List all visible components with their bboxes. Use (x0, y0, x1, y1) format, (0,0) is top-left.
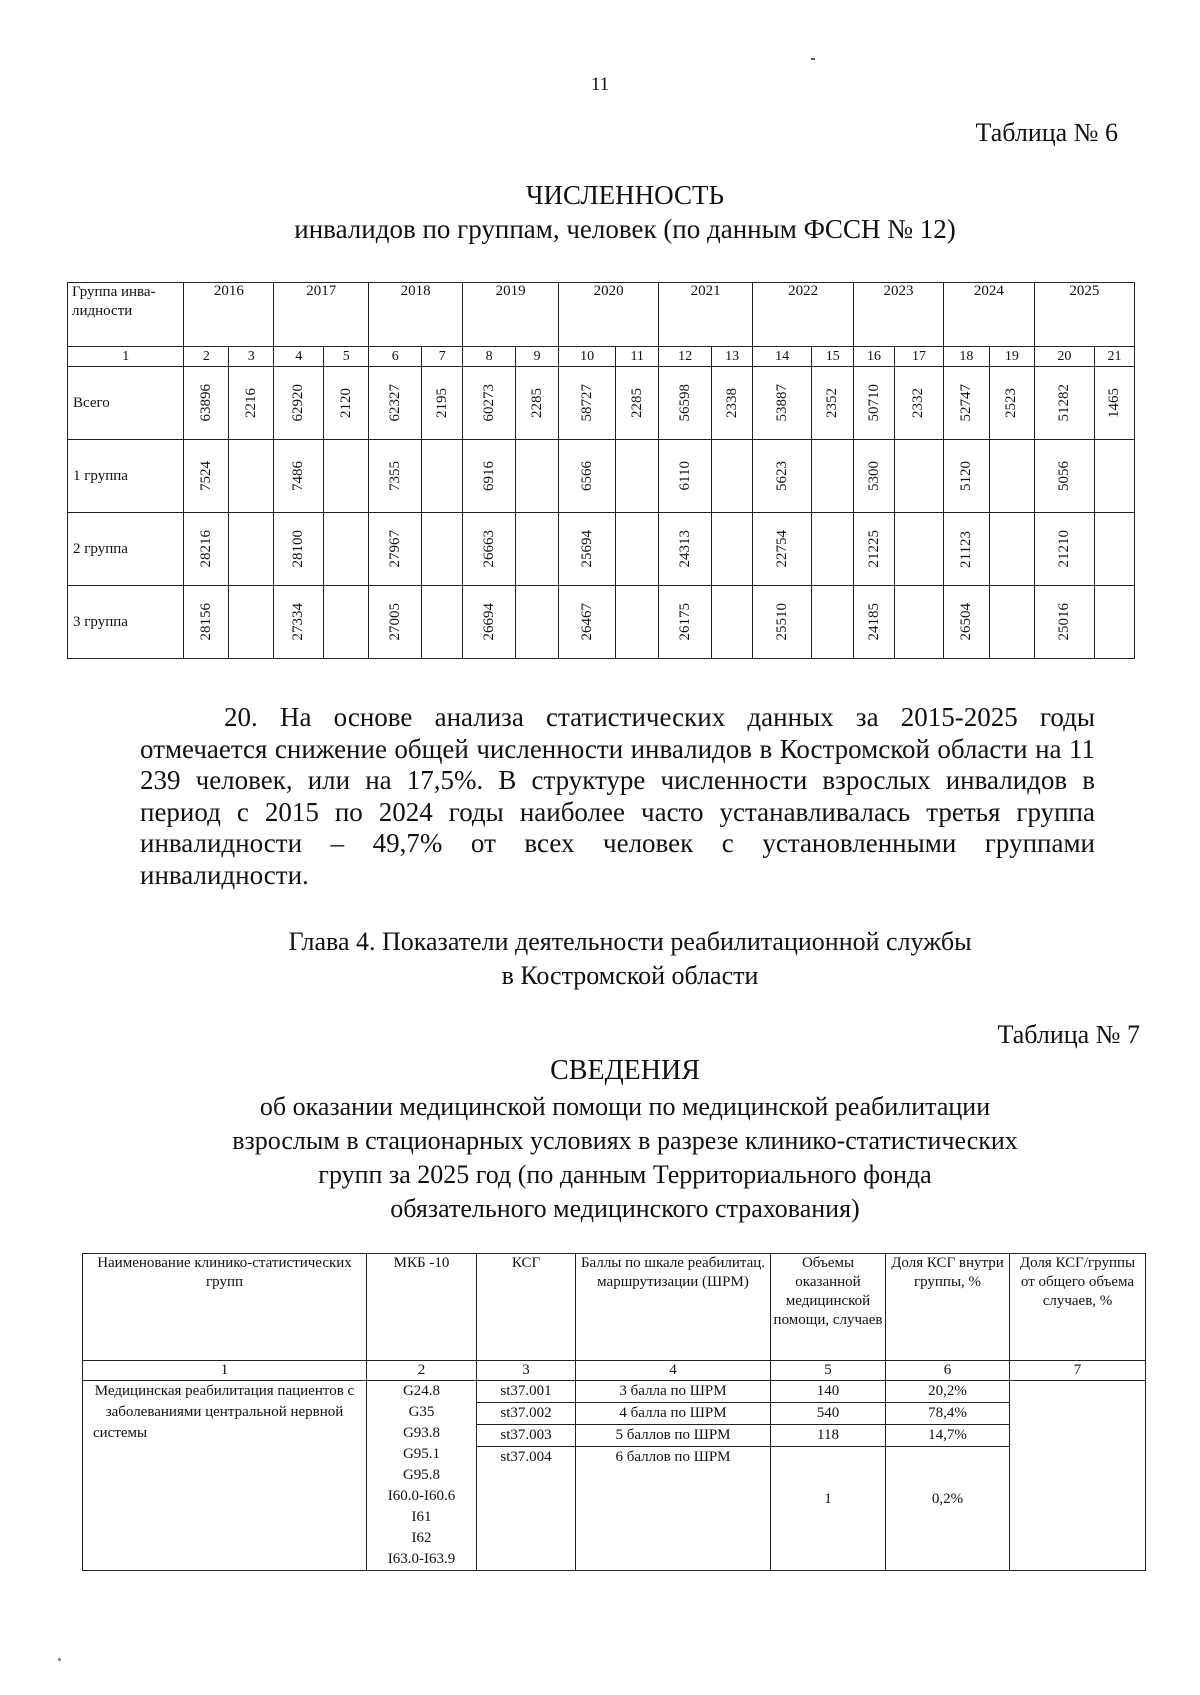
table-cell (1095, 440, 1135, 513)
table-cell: 5120 (943, 440, 989, 513)
table-cell (324, 586, 369, 659)
table-cell: 2216 (229, 367, 274, 440)
table-cell: 6916 (463, 440, 516, 513)
total-share-cell (1010, 1381, 1146, 1571)
table-cell: 1465 (1095, 367, 1135, 440)
col-number: 19 (989, 347, 1034, 367)
table-cell (324, 513, 369, 586)
mkb-code: I60.0-I60.6 (387, 1488, 456, 1504)
table-cell: 21123 (943, 513, 989, 586)
col-number: 7 (1010, 1361, 1146, 1381)
table-cell: 7524 (184, 440, 229, 513)
table-cell: 27334 (274, 586, 324, 659)
header-cell: Доля КСГ внутри группы, % (886, 1254, 1010, 1361)
scan-mark (811, 58, 815, 60)
col-number: 21 (1095, 347, 1135, 367)
mkb-code: G95.8 (402, 1467, 441, 1483)
table-cell: 24313 (659, 513, 712, 586)
table-cell (422, 513, 463, 586)
table-cell: 26175 (659, 586, 712, 659)
table-cell: 25510 (753, 586, 812, 659)
table-cell (812, 440, 854, 513)
table-cell: 28156 (184, 586, 229, 659)
col-number: 4 (274, 347, 324, 367)
col-number: 1 (68, 347, 184, 367)
volume-value: 1 (824, 1491, 832, 1507)
volume-cell (771, 1381, 886, 1571)
year-header: 2020 (559, 283, 659, 347)
table-cell: 26663 (463, 513, 516, 586)
table-cell (894, 513, 943, 586)
year-header: 2019 (463, 283, 559, 347)
group-header: Группа инва-лидности (68, 283, 184, 347)
table-row (68, 513, 1135, 586)
year-header: 2017 (274, 283, 369, 347)
header-cell: Объемы оказанной медицинской помощи, случаев (771, 1254, 886, 1361)
table-cell: 63896 (184, 367, 229, 440)
table7-title: СВЕДЕНИЯ (550, 1055, 700, 1086)
table-cell: 56598 (659, 367, 712, 440)
table-cell (229, 513, 274, 586)
group-name-cell: Медицинская реабилитация пациентов с заболеваниями центральной нервной системы (83, 1381, 367, 1571)
chapter-line-1: Глава 4. Показатели деятельности реабилитационной службы (288, 927, 972, 956)
shrm-cell (576, 1381, 771, 1571)
table-cell: 53887 (753, 367, 812, 440)
table-cell: 24185 (854, 586, 895, 659)
table-row (68, 440, 1135, 513)
col-number: 4 (576, 1361, 771, 1381)
table-cell (422, 586, 463, 659)
header-cell: Наименование клинико-статистических групп (83, 1254, 367, 1361)
year-header: 2025 (1034, 283, 1134, 347)
table-cell: 58727 (559, 367, 616, 440)
table-cell: 62920 (274, 367, 324, 440)
table6-subtitle: инвалидов по группам, человек (по данным ФССН № 12) (294, 214, 956, 244)
table-cell (229, 586, 274, 659)
col-number: 3 (477, 1361, 576, 1381)
mkb-code: I62 (411, 1530, 432, 1546)
header-cell: КСГ (477, 1254, 576, 1361)
mkb-code: G93.8 (402, 1425, 441, 1441)
col-number: 8 (463, 347, 516, 367)
col-number: 15 (812, 347, 854, 367)
header-cell: Доля КСГ/группы от общего объема случаев, % (1010, 1254, 1146, 1361)
table-cell: 28100 (274, 513, 324, 586)
scan-mark (58, 1658, 61, 1661)
table-cell: 2523 (989, 367, 1034, 440)
table-cell: 2338 (712, 367, 753, 440)
table-cell: 21225 (854, 513, 895, 586)
table6-title: ЧИСЛЕННОСТЬ (525, 180, 725, 210)
mkb-code: G35 (408, 1404, 435, 1420)
table-cell (516, 513, 559, 586)
table-row (68, 367, 1135, 440)
table7-column-numbers (83, 1361, 1146, 1381)
col-number: 2 (367, 1361, 477, 1381)
col-number: 2 (184, 347, 229, 367)
col-number: 13 (712, 347, 753, 367)
table-cell (229, 440, 274, 513)
table-cell: 27005 (369, 586, 422, 659)
share-value: 0,2% (931, 1491, 964, 1507)
table-cell (516, 586, 559, 659)
paragraph-20: 20. На основе анализа статистических данных за 2015-2025 годы отмечается снижение общей численности инвалидов в Костромской области на 11 239 человек, или на 17,5%. В структуре численности взрослых инвалидов в период с 2015 по 2024 годы наиболее часто устанавливалась третья группа инвалидности – 49,7% от всех человек с установленными группами инвалидности. (140, 702, 1095, 890)
subtitle-line: обязательного медицинского страхования) (390, 1194, 860, 1223)
table6 (67, 282, 1135, 659)
table-cell: 7486 (274, 440, 324, 513)
table-cell (812, 513, 854, 586)
table-cell: 26467 (559, 586, 616, 659)
chapter-heading (0, 925, 1200, 993)
table-cell: 2285 (516, 367, 559, 440)
shrm-score: 5 баллов по ШРМ (576, 1425, 770, 1447)
shrm-score: 3 балла по ШРМ (576, 1381, 770, 1403)
table-cell (1095, 513, 1135, 586)
table-cell: 7355 (369, 440, 422, 513)
col-number: 1 (83, 1361, 367, 1381)
ksg-code: st37.002 (477, 1403, 575, 1425)
row-label: 2 группа (68, 513, 184, 586)
year-header: 2021 (659, 283, 753, 347)
table-cell (712, 513, 753, 586)
col-number: 17 (894, 347, 943, 367)
mkb-code: G95.1 (402, 1446, 441, 1462)
table-cell: 27967 (369, 513, 422, 586)
volume-value: 540 (771, 1403, 885, 1425)
col-number: 18 (943, 347, 989, 367)
table-cell: 50710 (854, 367, 895, 440)
table-cell (616, 586, 659, 659)
shrm-score: 4 балла по ШРМ (576, 1403, 770, 1425)
table-cell (422, 440, 463, 513)
table-cell: 5300 (854, 440, 895, 513)
row-label: Всего (68, 367, 184, 440)
table-row (68, 586, 1135, 659)
table-cell (894, 586, 943, 659)
table-cell (812, 586, 854, 659)
table-cell: 2120 (324, 367, 369, 440)
page-number: 11 (590, 74, 610, 95)
col-number: 10 (559, 347, 616, 367)
table-cell: 2285 (616, 367, 659, 440)
subtitle-line: об оказании медицинской помощи по медицинской реабилитации (259, 1092, 991, 1121)
header-cell: МКБ -10 (367, 1254, 477, 1361)
table-cell (712, 440, 753, 513)
table6-title-block (0, 178, 1200, 246)
table-cell: 6110 (659, 440, 712, 513)
table7-label: Таблица № 7 (997, 1020, 1140, 1049)
volume-value: 140 (771, 1381, 885, 1403)
share-value: 20,2% (886, 1381, 1009, 1403)
table-cell: 5623 (753, 440, 812, 513)
table6-header-row (68, 283, 1135, 347)
mkb-code: I63.0-I63.9 (387, 1551, 456, 1567)
header-cell: Баллы по шкале реабилитац. маршрутизации (ШРМ) (576, 1254, 771, 1361)
col-number: 12 (659, 347, 712, 367)
table-cell: 22754 (753, 513, 812, 586)
table-cell (894, 440, 943, 513)
share-value: 78,4% (886, 1403, 1009, 1425)
table6-label: Таблица № 6 (975, 118, 1118, 147)
col-number: 9 (516, 347, 559, 367)
table-cell (1095, 586, 1135, 659)
col-number: 11 (616, 347, 659, 367)
table-cell (989, 586, 1034, 659)
table-cell: 60273 (463, 367, 516, 440)
year-header: 2018 (369, 283, 463, 347)
table-cell: 25016 (1034, 586, 1094, 659)
table-cell (516, 440, 559, 513)
col-number: 5 (771, 1361, 886, 1381)
table-cell: 52747 (943, 367, 989, 440)
table-cell: 26694 (463, 586, 516, 659)
col-number: 6 (886, 1361, 1010, 1381)
year-header: 2023 (854, 283, 944, 347)
table-cell: 21210 (1034, 513, 1094, 586)
mkb-code: G24.8 (402, 1383, 441, 1399)
share-cell (886, 1381, 1010, 1571)
chapter-line-2: в Костромской области (501, 961, 759, 990)
table-cell: 2195 (422, 367, 463, 440)
col-number: 16 (854, 347, 895, 367)
ksg-code: st37.004 (500, 1449, 552, 1465)
col-number: 20 (1034, 347, 1094, 367)
table-cell (712, 586, 753, 659)
year-header: 2016 (184, 283, 274, 347)
table-cell: 2352 (812, 367, 854, 440)
table-cell (989, 440, 1034, 513)
table7-header-row (83, 1254, 1146, 1361)
year-header: 2022 (753, 283, 854, 347)
table-cell: 51282 (1034, 367, 1094, 440)
table-cell (989, 513, 1034, 586)
volume-value: 118 (771, 1425, 885, 1447)
mkb-cell (367, 1381, 477, 1571)
table-cell: 2332 (894, 367, 943, 440)
subtitle-line: взрослым в стационарных условиях в разрезе клинико-статистических (232, 1126, 1018, 1155)
table-cell: 26504 (943, 586, 989, 659)
table-cell: 6566 (559, 440, 616, 513)
table-cell: 62327 (369, 367, 422, 440)
col-number: 14 (753, 347, 812, 367)
year-header: 2024 (943, 283, 1034, 347)
row-label: 1 группа (68, 440, 184, 513)
table6-column-numbers (68, 347, 1135, 367)
ksg-code: st37.003 (477, 1425, 575, 1447)
share-value: 14,7% (886, 1425, 1009, 1447)
subtitle-line: групп за 2025 год (по данным Территориального фонда (318, 1160, 932, 1189)
table-cell: 28216 (184, 513, 229, 586)
table-cell: 5056 (1034, 440, 1094, 513)
table-cell (616, 513, 659, 586)
table-cell (616, 440, 659, 513)
col-number: 3 (229, 347, 274, 367)
ksg-code: st37.001 (477, 1381, 575, 1403)
col-number: 5 (324, 347, 369, 367)
col-number: 6 (369, 347, 422, 367)
table7-subtitle (0, 1090, 1200, 1226)
mkb-code: I61 (411, 1509, 432, 1525)
col-number: 7 (422, 347, 463, 367)
table7 (82, 1253, 1146, 1571)
ksg-cell (477, 1381, 576, 1571)
row-label: 3 группа (68, 586, 184, 659)
table-row (83, 1381, 1146, 1571)
table-cell (324, 440, 369, 513)
table-cell: 25694 (559, 513, 616, 586)
shrm-score: 6 баллов по ШРМ (615, 1449, 731, 1465)
